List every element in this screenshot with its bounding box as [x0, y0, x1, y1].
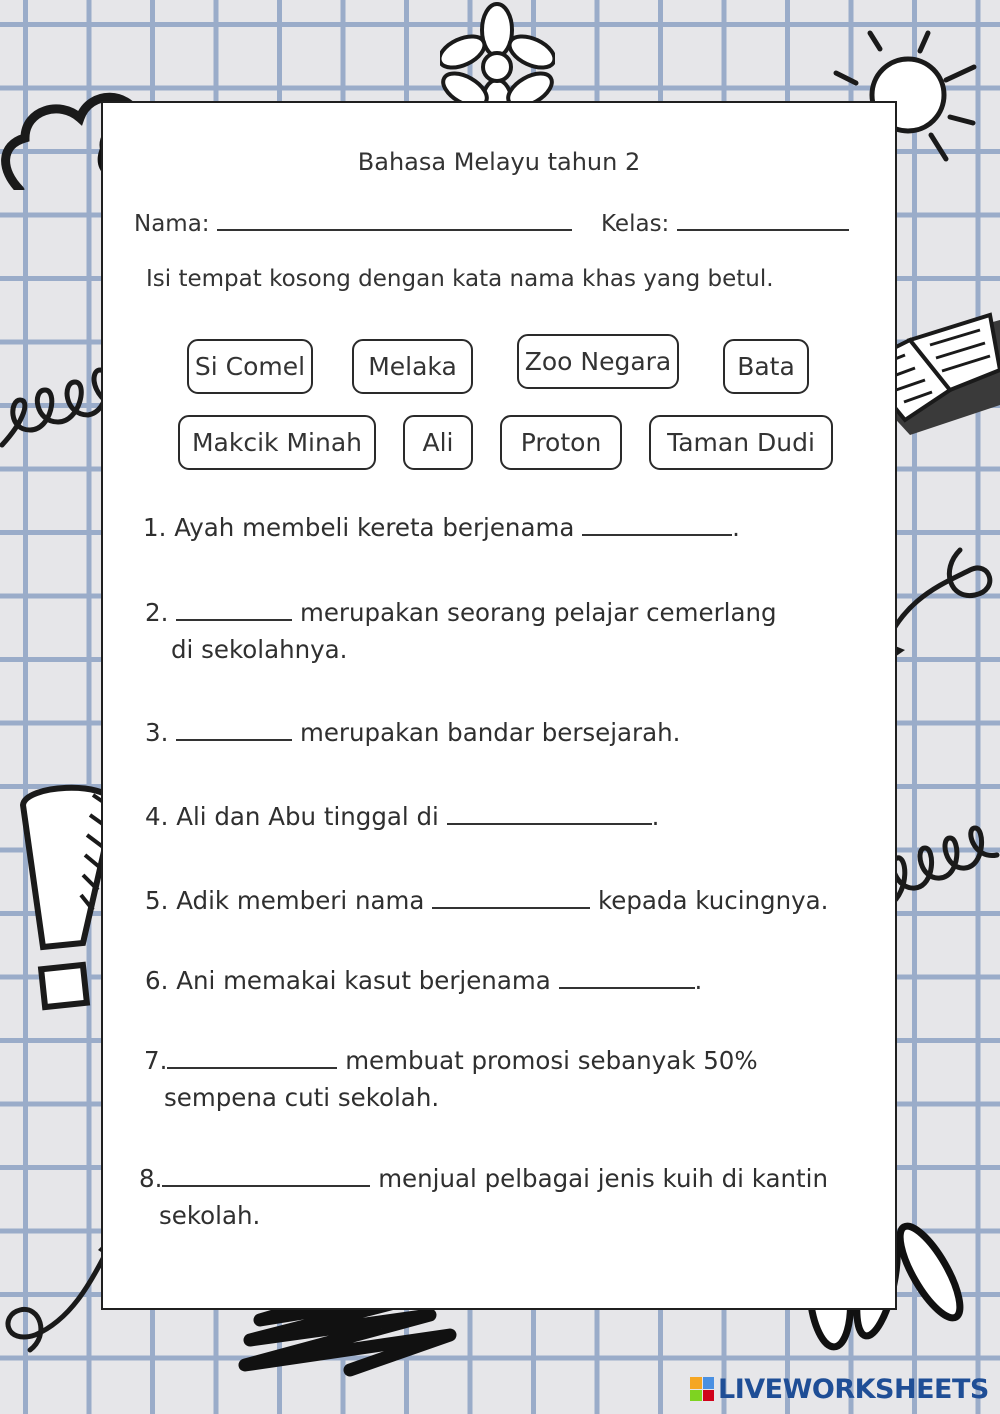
- word-bank-item[interactable]: Makcik Minah: [178, 415, 376, 470]
- answer-blank[interactable]: [432, 887, 590, 909]
- word-bank-item[interactable]: Ali: [403, 415, 473, 470]
- word-bank-item[interactable]: Zoo Negara: [517, 334, 679, 389]
- answer-blank[interactable]: [176, 599, 292, 621]
- question-text: .: [694, 966, 703, 995]
- instruction-text: Isi tempat kosong dengan kata nama khas yang betul.: [146, 266, 774, 292]
- question-8: [139, 1160, 828, 1234]
- liveworksheets-logo: [690, 1372, 989, 1406]
- question-text: Ani memakai kasut berjenama: [176, 966, 551, 995]
- name-blank[interactable]: [217, 207, 572, 231]
- question-text-line2: sekolah.: [159, 1201, 261, 1230]
- question-text: membuat promosi sebanyak 50%: [345, 1046, 758, 1075]
- question-text: Ayah membeli kereta berjenama: [174, 513, 575, 542]
- question-text-line2: sempena cuti sekolah.: [164, 1083, 440, 1112]
- question-number: 7.: [144, 1046, 168, 1075]
- answer-blank[interactable]: [167, 1047, 337, 1069]
- word-bank-item[interactable]: Melaka: [352, 339, 473, 394]
- class-field: [601, 207, 849, 237]
- question-text: kepada kucingnya.: [597, 886, 829, 915]
- question-text-line2: di sekolahnya.: [171, 635, 348, 664]
- question-2: [145, 594, 777, 668]
- question-text: menjual pelbagai jenis kuih di kantin: [378, 1164, 828, 1193]
- question-text: .: [651, 802, 660, 831]
- name-field: [134, 207, 572, 237]
- question-7: [144, 1042, 758, 1116]
- word-bank-item[interactable]: Taman Dudi: [649, 415, 833, 470]
- brand-name: LIVEWORKSHEETS: [718, 1373, 989, 1405]
- worksheet-paper: [101, 101, 897, 1310]
- question-number: 6.: [145, 966, 169, 995]
- class-label: Kelas:: [601, 211, 670, 237]
- word-bank-item[interactable]: Si Comel: [187, 339, 313, 394]
- question-text: .: [732, 513, 740, 542]
- question-number: 2.: [145, 598, 169, 627]
- question-text: Adik memberi nama: [176, 886, 425, 915]
- word-bank-item[interactable]: Proton: [500, 415, 622, 470]
- answer-blank[interactable]: [176, 719, 292, 741]
- question-number: 4.: [145, 802, 169, 831]
- answer-blank[interactable]: [447, 803, 652, 825]
- class-blank[interactable]: [677, 207, 849, 231]
- question-number: 5.: [145, 886, 169, 915]
- answer-blank[interactable]: [582, 514, 732, 536]
- answer-blank[interactable]: [559, 967, 695, 989]
- question-text: merupakan seorang pelajar cemerlang: [299, 598, 777, 627]
- question-text: merupakan bandar bersejarah.: [299, 718, 681, 747]
- question-number: 1.: [143, 513, 167, 542]
- question-6: [145, 962, 702, 999]
- question-5: [145, 882, 828, 919]
- brand-mark-icon: [690, 1377, 714, 1401]
- word-bank-item[interactable]: Bata: [723, 339, 809, 394]
- question-text: Ali dan Abu tinggal di: [176, 802, 439, 831]
- squiggle-loops-icon: [885, 810, 1000, 910]
- name-label: Nama:: [134, 211, 210, 237]
- question-1: [143, 509, 740, 546]
- question-4: [145, 798, 659, 835]
- question-3: [145, 714, 680, 751]
- answer-blank[interactable]: [162, 1165, 370, 1187]
- question-number: 8.: [139, 1164, 163, 1193]
- page-title: Bahasa Melayu tahun 2: [357, 148, 641, 176]
- question-number: 3.: [145, 718, 169, 747]
